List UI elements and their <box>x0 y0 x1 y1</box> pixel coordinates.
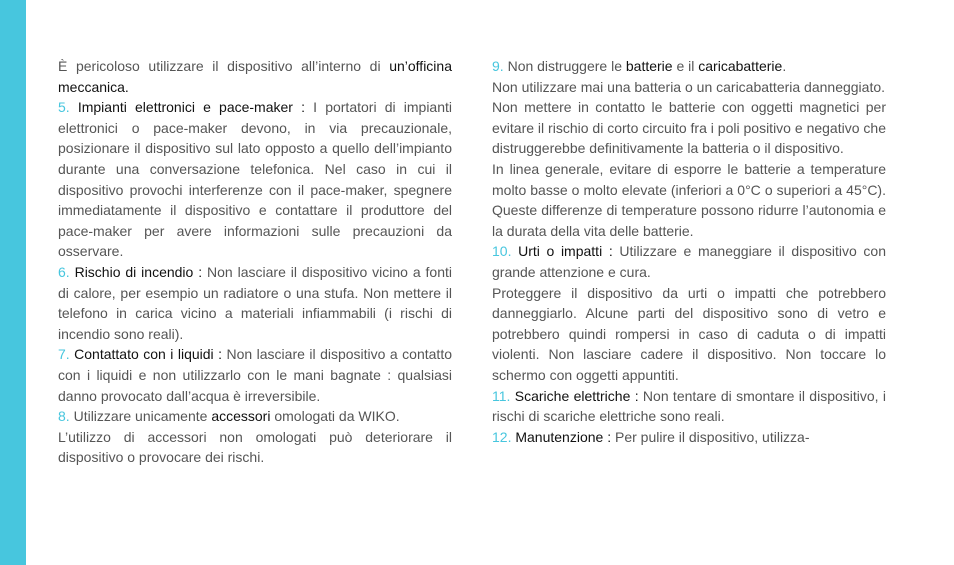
section-number: 9. <box>492 58 508 74</box>
section-12: 12. Manutenzione : Per pulire il dispositivo, utilizza- <box>492 428 810 445</box>
section-title: accessori <box>211 408 271 425</box>
section-number: 6. <box>58 263 75 280</box>
section-5: 5. Impianti elettronici e pace-maker : I portatori di impianti elettronici o pace-maker devono, in via precauzionale, posizionare il dispositivo sul lato opposto a quello dell’impianto durante una conversazione telefonica. Nel caso in cui il dispositivo provochi interferenze con il pace-maker, spegnere immediatamente il dispositivo e contattare il produttore del pace-maker per avere informazioni sulle precauzioni da osservare. <box>58 99 452 260</box>
section-9: 9. Non distruggere le batterie e il caricabatterie. <box>492 58 787 74</box>
section-10-p2: Proteggere il dispositivo da urti o impatti che potrebbero danneggiarlo. Alcune parti del dispositivo sono di vetro e potrebbero quindi rompersi in caso di caduta o di impatti violenti. Non lasciare cadere il dispositivo. Non toccare lo schermo con oggetti appuntiti. <box>492 284 886 383</box>
section-title: Urti o impatti : <box>518 243 613 260</box>
section-title: Rischio di incendio : <box>74 263 203 280</box>
section-title: Manutenzione : <box>515 428 612 445</box>
section-7: 7. Contattato con i liquidi : Non lasciare il dispositivo a contatto con i liquidi e non utilizzarlo con le mani bagnate : qualsiasi danno provocato dall’acqua è irreversibile. <box>58 346 452 404</box>
section-number: 10. <box>492 243 519 260</box>
section-number: 12. <box>492 428 516 445</box>
section-number: 5. <box>58 99 78 116</box>
charger-term: caricabatterie <box>698 58 783 74</box>
section-6: 6. Rischio di incendio : Non lasciare il dispositivo vicino a fonti di calore, per esempio un radiatore o una stufa. Non mettere il telefono in carica vicino a materiali infiammabili (i rischi di incendio sono reali). <box>58 263 452 342</box>
section-number: 8. <box>58 408 74 425</box>
section-number: 11. <box>492 387 515 404</box>
section-title: Contattato con i liquidi : <box>74 346 223 363</box>
section-10: 10. Urti o impatti : Utilizzare e maneggiare il dispositivo con grande attenzione e cura. <box>492 243 886 280</box>
section-8-body: L’utilizzo di accessori non omologati può deteriorare il dispositivo o provocare dei rischi. <box>58 428 452 466</box>
right-column <box>492 56 886 447</box>
section-9-p2: Non mettere in contatto le batterie con oggetti magnetici per evitare il rischio di corto circuito fra i poli positivo e negativo che distruggerebbe definitivamente la batteria o il dispositivo. <box>492 99 886 157</box>
section-9-p3: In linea generale, evitare di esporre le batterie a temperature molto basse o molto elevate (inferiori a 0°C o superiori a 45°C). Queste differenze di temperature possono ridurre l’autonomia e la durata della vita delle batterie. <box>492 160 886 239</box>
section-title: Impianti elettronici e pace-maker : <box>77 99 305 116</box>
left-column <box>58 56 452 468</box>
accent-side-bar <box>0 0 26 565</box>
section-9-p1: Non utilizzare mai una batteria o un caricabatteria danneggiato. <box>492 78 886 95</box>
batteries-term: batterie <box>625 58 673 74</box>
section-11: 11. Scariche elettriche : Non tentare di smontare il dispositivo, i rischi di scariche elettriche sono reali. <box>492 387 887 425</box>
workshop-term: un’officina meccanica. <box>58 58 452 95</box>
section-8: 8. Utilizzare unicamente accessori omologati da WIKO. <box>58 408 400 425</box>
section-number: 7. <box>58 346 75 363</box>
section-title: Scariche elettriche : <box>514 387 639 404</box>
intro-paragraph: È pericoloso utilizzare il dispositivo all’interno di un’officina meccanica. <box>58 58 452 95</box>
